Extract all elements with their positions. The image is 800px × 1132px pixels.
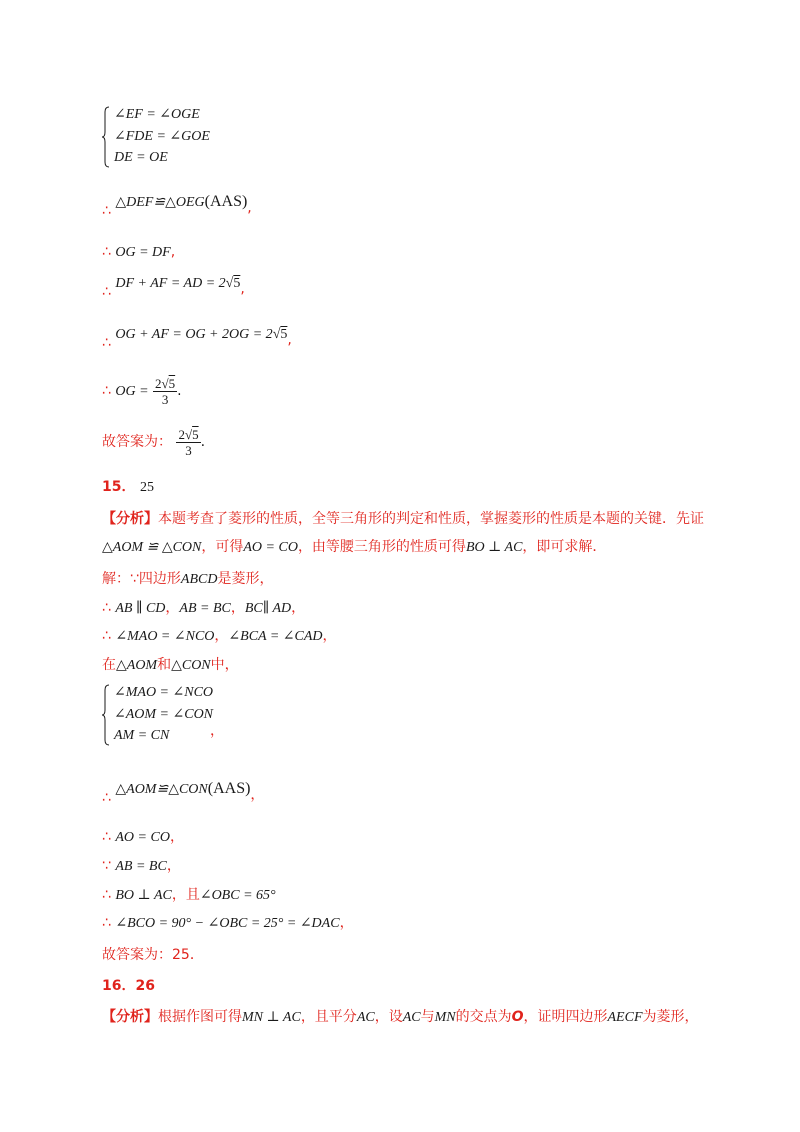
radicand: 5 (280, 327, 288, 342)
analysis-15-line-1 (102, 510, 704, 528)
solution-text: ，且 (171, 887, 200, 903)
math-expression: △AOM (116, 658, 158, 673)
analysis-text: 为菱形， (642, 1009, 699, 1025)
analysis-text: ，且平分 (300, 1009, 357, 1025)
math-expression: DF + AF = AD = 2 (115, 276, 226, 291)
punctuation: , (247, 200, 252, 216)
solution-text: 解：∵四边形 (102, 571, 181, 587)
math-expression: MN ⊥ AC (242, 1010, 301, 1025)
equation-system-1 (102, 106, 252, 168)
punctuation: ， (166, 858, 181, 874)
analysis-text: ，证明四边形 (523, 1009, 608, 1025)
left-brace-icon (102, 106, 110, 168)
radicand: 5 (192, 426, 199, 442)
question-number: 16． (102, 978, 136, 994)
math-expression: ABCD (180, 572, 218, 587)
solution-15-line-6 (102, 828, 184, 847)
math-expression: AO = CO (243, 540, 298, 555)
solution-15-line-8 (102, 886, 276, 905)
punctuation: ， (250, 787, 265, 803)
punctuation: , (170, 244, 176, 260)
therefore-symbol: ∴ (102, 284, 111, 300)
punctuation: ， (291, 600, 306, 616)
system-row: AM = CN (114, 728, 170, 743)
solution-15-line-3 (102, 627, 337, 646)
analysis-text: ，由等腰三角形的性质可得 (297, 539, 466, 555)
solution-text: 在 (102, 657, 116, 673)
solution-15-line-4 (102, 656, 239, 675)
math-expression: △AOM≌△CON (115, 782, 208, 797)
analysis-text: 与 (420, 1009, 435, 1025)
analysis-15-line-2 (102, 538, 606, 557)
analysis-16-line-1 (102, 1008, 699, 1027)
punctuation: , (240, 281, 245, 297)
equation-line-og-df (102, 243, 175, 262)
math-expression: AB = BC (179, 601, 231, 616)
answer-label: 故答案为： (102, 947, 172, 963)
solution-15-line-7 (102, 857, 181, 876)
math-expression: AO = CO (115, 830, 170, 845)
congruence-line-def (102, 193, 252, 219)
answer-label: 故答案为： (102, 434, 172, 450)
therefore-symbol: ∴ (102, 628, 111, 644)
solution-text: 和 (157, 657, 172, 673)
question-15-header (102, 478, 154, 497)
therefore-symbol: ∴ (102, 244, 111, 260)
math-expression: AC (402, 1010, 421, 1025)
therefore-symbol: ∴ (102, 203, 111, 219)
math-expression: ∠BCA = ∠CAD (228, 629, 323, 644)
left-brace-icon (102, 684, 110, 746)
math-expression: (AAS) (204, 193, 248, 210)
math-expression: AC (356, 1010, 375, 1025)
denominator: 3 (185, 442, 192, 458)
analysis-text: ，可得 (201, 539, 244, 555)
math-expression: ∠OBC = 65° (199, 888, 276, 903)
question-number: 15． (102, 479, 136, 495)
system-row: ∠AOM = ∠CON (114, 707, 214, 722)
answer-value: 25． (172, 947, 204, 963)
math-expression: BC∥ AD (244, 601, 292, 616)
analysis-tag: 【分析】 (102, 511, 158, 527)
system-row: ∠MAO = ∠NCO (114, 685, 214, 700)
radicand: 5 (233, 276, 241, 291)
punctuation: ， (339, 915, 354, 931)
math-expression: AB ∥ CD (115, 601, 166, 616)
equation-line-df-af: ∴ DF + AF = AD = 2√5, (102, 276, 245, 300)
math-expression: △DEF≌△OEG (115, 195, 205, 210)
math-expression: (AAS) (207, 780, 251, 797)
math-expression: △CON (171, 658, 211, 673)
equation-line-og-af: ∴ OG + AF = OG + 2OG = 2√5, (102, 327, 292, 351)
punctuation: ， (322, 628, 337, 644)
math-expression: ∠BCO = 90° − ∠OBC = 25° = ∠DAC (115, 916, 340, 931)
fraction: $\frac{2√5}{3}$ (155, 375, 176, 407)
fraction: $\frac{2√5}{3}$ (178, 426, 199, 458)
punctuation: ， (230, 600, 245, 616)
numerator-coefficient: 2 (178, 426, 185, 442)
math-expression: OG = DF (115, 245, 171, 260)
analysis-tag: 【分析】 (102, 1009, 158, 1025)
system-row: DE = OE (114, 150, 168, 165)
analysis-text: ，设 (374, 1009, 403, 1025)
analysis-text: 的交点为 (455, 1009, 512, 1025)
math-expression: MN (434, 1010, 456, 1025)
analysis-text: 本题考查了菱形的性质，全等三角形的判定和性质，掌握菱形的性质是本题的关键．先证 (158, 511, 704, 527)
question-answer: 26 (135, 978, 155, 994)
math-expression: △AOM ≌ △CON (102, 540, 202, 555)
therefore-symbol: ∴ (102, 790, 111, 806)
math-expression: AB = BC (115, 859, 167, 874)
math-expression: ∠MAO = ∠NCO (115, 629, 215, 644)
numerator-coefficient: 2 (155, 375, 162, 391)
math-expression: BO ⊥ AC (465, 540, 523, 555)
solution-15-line-2 (102, 599, 305, 618)
math-expression: OG = (115, 384, 149, 399)
analysis-text: ，即可求解． (522, 539, 607, 555)
punctuation: ， (169, 829, 184, 845)
equation-line-og-value (102, 373, 182, 410)
system-row: ∠FDE = ∠GOE (114, 129, 210, 144)
solution-15-line-9 (102, 914, 354, 933)
denominator: 3 (161, 391, 169, 407)
therefore-symbol: ∴ (102, 383, 111, 399)
solution-15-line-1 (102, 570, 273, 589)
solution-text: 是菱形， (217, 571, 274, 587)
question-answer: 25 (139, 480, 154, 495)
point-label: O (511, 1009, 524, 1025)
math-expression: BO ⊥ AC (115, 888, 172, 903)
therefore-symbol: ∴ (102, 600, 111, 616)
therefore-symbol: ∴ (102, 915, 111, 931)
answer-line-14 (102, 424, 205, 460)
solution-text: 中， (210, 657, 239, 673)
answer-line-15 (102, 946, 204, 964)
therefore-symbol: ∴ (102, 887, 111, 903)
radicand: 5 (168, 375, 176, 391)
punctuation: ， (165, 600, 180, 616)
punctuation: , (287, 332, 292, 348)
punctuation: . (200, 434, 206, 450)
system-row: ∠EF = ∠OGE (114, 107, 200, 122)
question-16-header (102, 977, 155, 995)
therefore-symbol: ∴ (102, 335, 111, 351)
math-expression: OG + AF = OG + 2OG = 2 (115, 327, 273, 342)
math-expression: AECF (607, 1010, 643, 1025)
punctuation: . (177, 383, 182, 399)
punctuation: ， (214, 628, 229, 644)
because-symbol: ∵ (102, 858, 111, 874)
punctuation: ， (210, 723, 224, 739)
therefore-symbol: ∴ (102, 829, 111, 845)
solution-15-line-5 (102, 780, 265, 806)
analysis-text: 根据作图可得 (158, 1009, 242, 1025)
